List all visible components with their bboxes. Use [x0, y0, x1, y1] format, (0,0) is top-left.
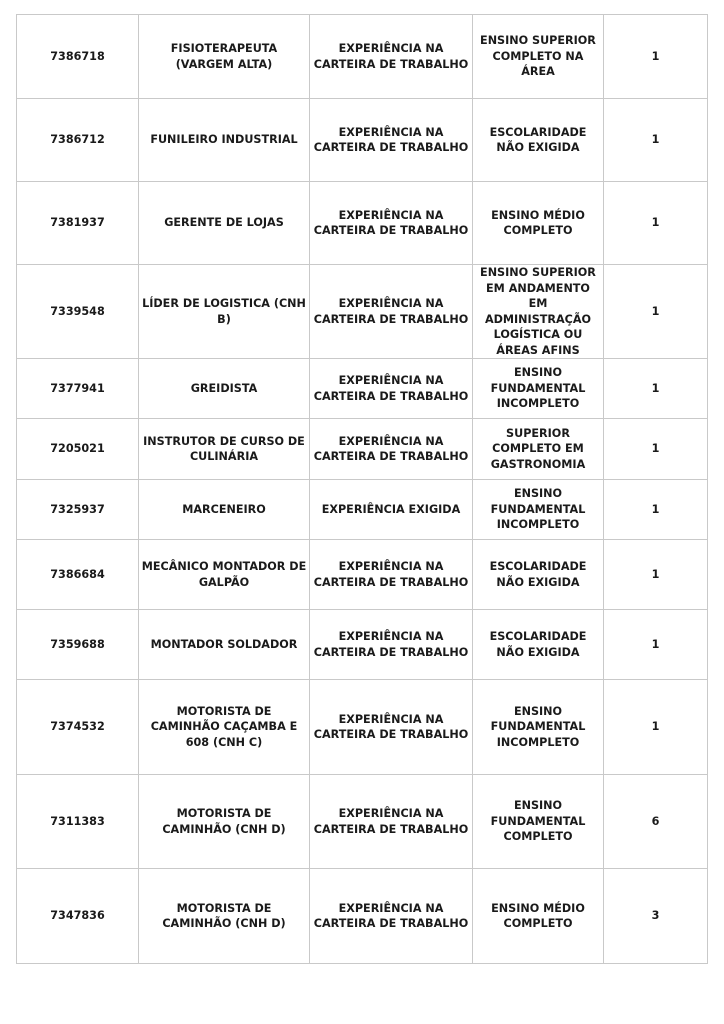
job-quantity: 1 — [604, 15, 708, 99]
job-quantity: 1 — [604, 610, 708, 680]
job-requirement: EXPERIÊNCIA NA CARTEIRA DE TRABALHO — [310, 359, 473, 419]
table-row — [17, 359, 708, 419]
job-code: 7311383 — [17, 775, 139, 869]
job-role: MONTADOR SOLDADOR — [139, 610, 310, 680]
table-row — [17, 99, 708, 182]
job-requirement: EXPERIÊNCIA NA CARTEIRA DE TRABALHO — [310, 869, 473, 964]
job-education: ENSINO FUNDAMENTAL COMPLETO — [473, 775, 604, 869]
job-requirement: EXPERIÊNCIA NA CARTEIRA DE TRABALHO — [310, 99, 473, 182]
job-role: MOTORISTA DE CAMINHÃO (CNH D) — [139, 869, 310, 964]
job-code: 7386718 — [17, 15, 139, 99]
job-listings-table — [16, 14, 708, 964]
job-education: ENSINO FUNDAMENTAL INCOMPLETO — [473, 480, 604, 540]
job-education: ENSINO MÉDIO COMPLETO — [473, 869, 604, 964]
job-requirement: EXPERIÊNCIA NA CARTEIRA DE TRABALHO — [310, 775, 473, 869]
job-code: 7339548 — [17, 265, 139, 359]
job-requirement: EXPERIÊNCIA NA CARTEIRA DE TRABALHO — [310, 540, 473, 610]
job-code: 7205021 — [17, 419, 139, 480]
job-requirement: EXPERIÊNCIA NA CARTEIRA DE TRABALHO — [310, 15, 473, 99]
job-quantity: 1 — [604, 99, 708, 182]
table-row — [17, 182, 708, 265]
job-role: LÍDER DE LOGISTICA (CNH B) — [139, 265, 310, 359]
job-requirement: EXPERIÊNCIA NA CARTEIRA DE TRABALHO — [310, 182, 473, 265]
job-quantity: 3 — [604, 869, 708, 964]
job-requirement: EXPERIÊNCIA NA CARTEIRA DE TRABALHO — [310, 610, 473, 680]
job-requirement: EXPERIÊNCIA NA CARTEIRA DE TRABALHO — [310, 265, 473, 359]
job-requirement: EXPERIÊNCIA NA CARTEIRA DE TRABALHO — [310, 680, 473, 775]
job-quantity: 1 — [604, 359, 708, 419]
job-role: GREIDISTA — [139, 359, 310, 419]
job-code: 7374532 — [17, 680, 139, 775]
job-quantity: 1 — [604, 480, 708, 540]
job-quantity: 1 — [604, 265, 708, 359]
job-role: MARCENEIRO — [139, 480, 310, 540]
job-code: 7381937 — [17, 182, 139, 265]
job-role: MECÂNICO MONTADOR DE GALPÃO — [139, 540, 310, 610]
table-row — [17, 265, 708, 359]
job-quantity: 1 — [604, 540, 708, 610]
table-row — [17, 419, 708, 480]
job-code: 7386684 — [17, 540, 139, 610]
job-role: INSTRUTOR DE CURSO DE CULINÁRIA — [139, 419, 310, 480]
job-role: FUNILEIRO INDUSTRIAL — [139, 99, 310, 182]
job-education: ENSINO FUNDAMENTAL INCOMPLETO — [473, 359, 604, 419]
job-education: ESCOLARIDADE NÃO EXIGIDA — [473, 540, 604, 610]
job-quantity: 1 — [604, 680, 708, 775]
table-row — [17, 540, 708, 610]
table-row — [17, 869, 708, 964]
table-row — [17, 15, 708, 99]
job-quantity: 6 — [604, 775, 708, 869]
job-requirement: EXPERIÊNCIA NA CARTEIRA DE TRABALHO — [310, 419, 473, 480]
job-role: MOTORISTA DE CAMINHÃO CAÇAMBA E 608 (CNH C) — [139, 680, 310, 775]
job-quantity: 1 — [604, 182, 708, 265]
table-row — [17, 610, 708, 680]
table-row — [17, 480, 708, 540]
job-code: 7325937 — [17, 480, 139, 540]
job-requirement: EXPERIÊNCIA EXIGIDA — [310, 480, 473, 540]
job-role: MOTORISTA DE CAMINHÃO (CNH D) — [139, 775, 310, 869]
job-education: ESCOLARIDADE NÃO EXIGIDA — [473, 610, 604, 680]
job-education: ENSINO SUPERIOR EM ANDAMENTO EM ADMINISTRAÇÃO LOGÍSTICA OU ÁREAS AFINS — [473, 265, 604, 359]
job-education: ENSINO SUPERIOR COMPLETO NA ÁREA — [473, 15, 604, 99]
job-quantity: 1 — [604, 419, 708, 480]
job-code: 7386712 — [17, 99, 139, 182]
table-row — [17, 775, 708, 869]
job-code: 7347836 — [17, 869, 139, 964]
job-education: ENSINO FUNDAMENTAL INCOMPLETO — [473, 680, 604, 775]
job-education: ESCOLARIDADE NÃO EXIGIDA — [473, 99, 604, 182]
job-education: ENSINO MÉDIO COMPLETO — [473, 182, 604, 265]
job-code: 7377941 — [17, 359, 139, 419]
table-row — [17, 680, 708, 775]
job-role: GERENTE DE LOJAS — [139, 182, 310, 265]
job-role: FISIOTERAPEUTA (VARGEM ALTA) — [139, 15, 310, 99]
job-education: SUPERIOR COMPLETO EM GASTRONOMIA — [473, 419, 604, 480]
job-code: 7359688 — [17, 610, 139, 680]
